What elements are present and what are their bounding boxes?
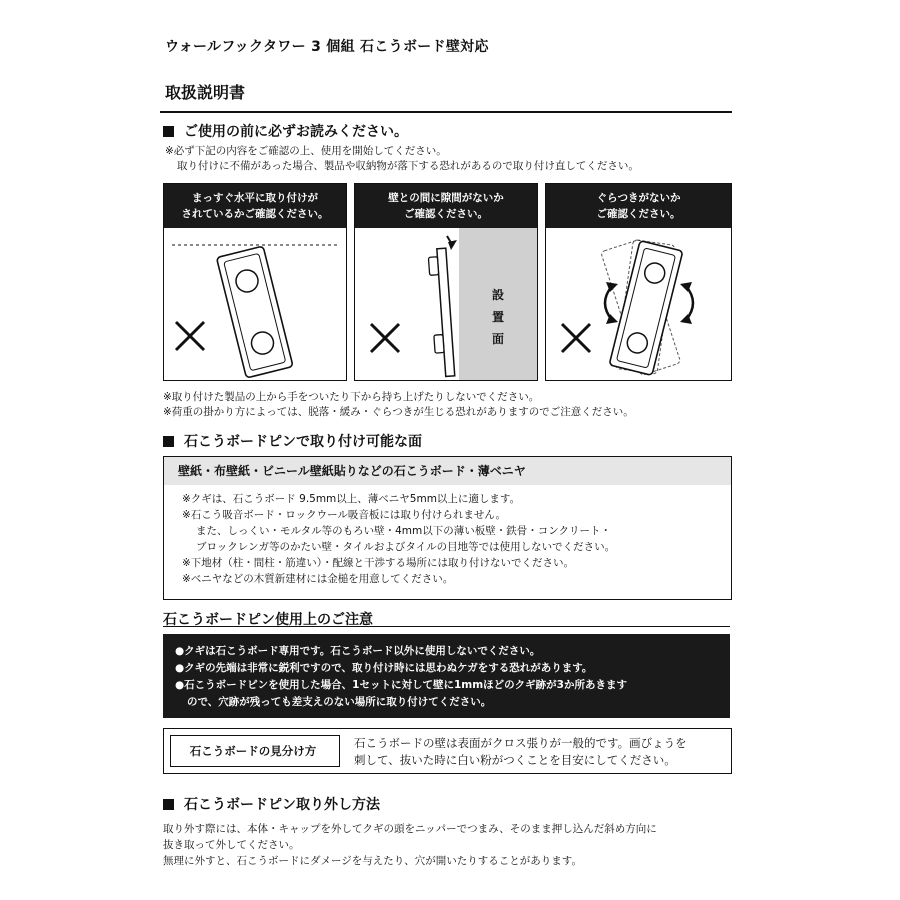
identify-text-line2: 刺して、抜いた時に白い粉がつくことを目安にしてください。 (354, 753, 676, 767)
removal-line: 取り外す際には、本体・キャップを外してクギの頭をニッパーでつまみ、そのまま押し込んだ斜め方向に (163, 823, 657, 835)
surface-line: また、しっくい・モルタル等のもろい壁・4mm以下の薄い板壁・鉄骨・コンクリート・ (196, 525, 612, 537)
section2-heading-text: 石こうボードピンで取り付け可能な面 (184, 434, 422, 450)
product-title: ウォールフックタワー 3 個組 石こうボード壁対応 (165, 39, 489, 55)
cross-mark-icon (562, 324, 590, 352)
section1-heading-text: ご使用の前に必ずお読みください。 (184, 124, 408, 140)
caution-line: ●クギの先端は非常に鋭利ですので、取り付け時には思わぬケガをする恐れがあります。 (175, 662, 593, 674)
gap-hook-illustration (355, 228, 537, 380)
title-divider (160, 111, 732, 113)
mount-surface-char: 面 (491, 332, 504, 346)
cross-mark-icon (176, 322, 204, 350)
square-bullet-icon (163, 436, 174, 447)
caution-line: ●石こうボードピンを使用した場合、1セットに対して壁に1mmほどのクギ跡が3か所あきます (175, 679, 627, 691)
after-note-1: ※取り付けた製品の上から手をついたり下から持ち上げたりしないでください。 (163, 391, 540, 403)
check-panel-wobble (545, 183, 732, 381)
section2-heading (163, 431, 422, 451)
after-note-2: ※荷重の掛かり方によっては、脱落・緩み・ぐらつきが生じる恐れがありますのでご注意ください。 (163, 406, 634, 418)
panel-header (546, 184, 731, 228)
section3-divider (163, 626, 730, 627)
section1-note-2: 取り付けに不備があった場合、製品や収納物が落下する恐れがあるので取り付け直してください。 (177, 160, 639, 172)
mountable-surface-title: 壁紙・布壁紙・ビニール壁紙貼りなどの石こうボード・薄ベニヤ (164, 457, 731, 485)
panel-header (164, 184, 346, 228)
panel-header (355, 184, 537, 228)
surface-line: ※石こう吸音ボード・ロックウール吸音板には取り付けられません。 (182, 509, 507, 521)
section1-heading (163, 121, 408, 141)
panel-header-line2: ご確認ください。 (404, 208, 488, 220)
panel-header-line1: まっすぐ水平に取り付けが (192, 192, 318, 204)
mount-surface-char: 置 (491, 310, 504, 324)
gap-arrow-icon (447, 236, 457, 250)
square-bullet-icon (163, 799, 174, 810)
section3-heading: 石こうボードピン使用上のご注意 (163, 612, 373, 628)
removal-line: 抜き取って外してください。 (163, 839, 300, 851)
caution-line: ので、穴跡が残っても差支えのない場所に取り付けてください。 (187, 696, 492, 708)
pin-caution-box (163, 634, 730, 718)
check-panel-horizontal (163, 183, 347, 381)
panel-header-line1: ぐらつきがないか (596, 192, 681, 204)
removal-line: 無理に外すと、石こうボードにダメージを与えたり、穴が開いたりすることがあります。 (163, 855, 582, 867)
section4-heading (163, 794, 380, 814)
mountable-surface-box (163, 456, 732, 600)
panel-header-line1: 壁との間に隙間がないか (388, 192, 504, 204)
panel-header-line2: ご確認ください。 (596, 208, 681, 220)
identify-text-line1: 石こうボードの壁は表面がクロス張りが一般的です。画びょうを (354, 736, 687, 750)
surface-line: ※ベニヤなどの木質新建材には金槌を用意してください。 (182, 573, 454, 585)
manual-heading: 取扱説明書 (165, 83, 246, 102)
section1-note-1: ※必ず下記の内容をご確認の上、使用を開始してください。 (165, 145, 447, 157)
surface-line: ※下地材（柱・間柱・筋違い）・配線と干渉する場所には取り付けないでください。 (182, 557, 575, 569)
surface-line: ブロックレンガ等のかたい壁・タイルおよびタイルの目地等では使用しないでください。 (196, 541, 616, 553)
cross-mark-icon (371, 324, 399, 352)
wobbling-hook-illustration (546, 228, 731, 380)
panel-header-line2: されているかご確認ください。 (181, 208, 329, 220)
identify-box (163, 728, 732, 774)
square-bullet-icon (163, 126, 174, 137)
surface-line: ※クギは、石こうボード 9.5mm以上、薄ベニヤ5mm以上に適します。 (182, 493, 521, 505)
caution-line: ●クギは石こうボード専用です。石こうボード以外に使用しないでください。 (175, 645, 541, 657)
mount-surface-char: 設 (491, 288, 504, 302)
identify-label: 石こうボードの見分け方 (189, 744, 317, 758)
tilted-hook-illustration (164, 228, 346, 380)
section4-heading-text: 石こうボードピン取り外し方法 (184, 797, 380, 813)
check-panel-gap (354, 183, 538, 381)
rotate-arrow-right-icon (680, 282, 693, 324)
